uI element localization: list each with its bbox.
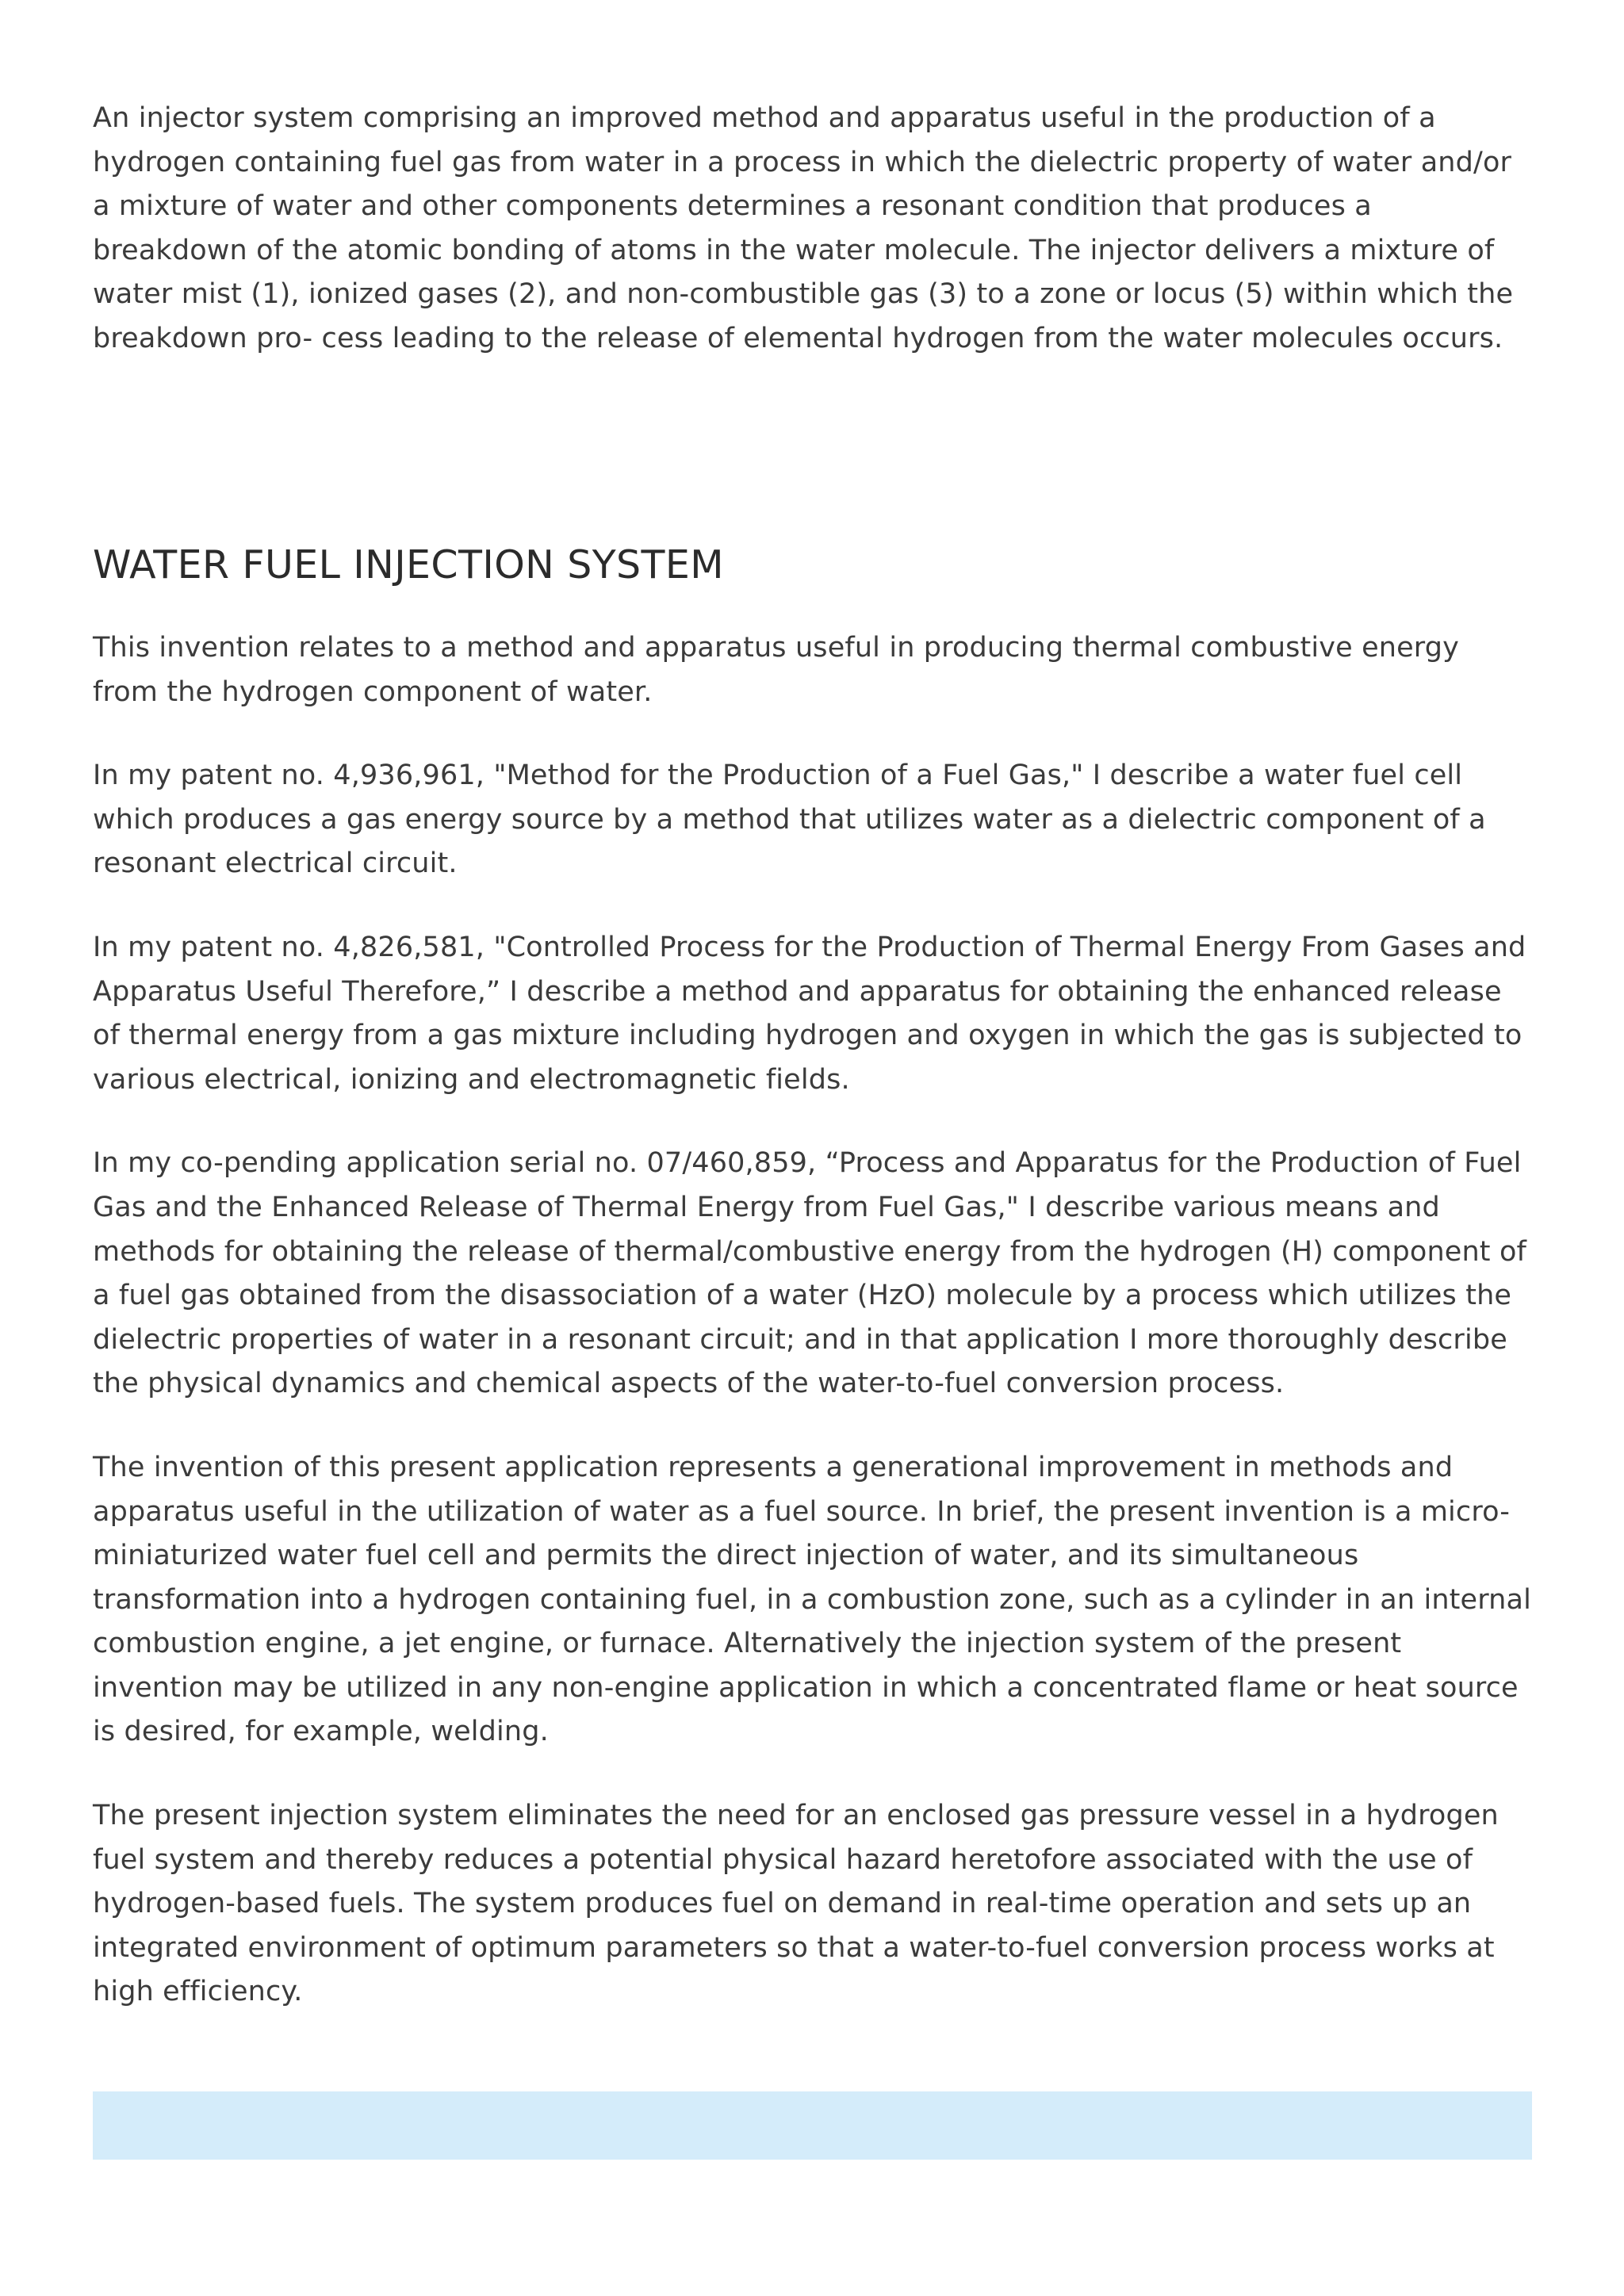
abstract-paragraph: An injector system comprising an improved method and apparatus useful in the production of a hydrogen containing fuel gas from water in a process in which the dielectric property of water and/or a mixture of water and other components determines a resonant condition that produces a breakdown of the atomic bonding of atoms in the water molecule. The injector delivers a mixture of water mist (1), ionized gases (2), and non-combustible gas (3) to a zone or locus (5) within which the breakdown pro- cess leading to the release of elemental hydrogen from the water molecules occurs. [93, 102, 1514, 354]
body-paragraph: The present injection system eliminates the need for an enclosed gas pressure vessel in a hydrogen fuel system and thereby reduces a potential physical hazard heretofore associated with the use of hydrogen-based fuels. The system produces fuel on demand in real-time operation and sets up an integrated environment of optimum parameters so that a water-to-fuel conversion process works at high efficiency. [93, 1800, 1499, 2008]
section-title: WATER FUEL INJECTION SYSTEM [93, 542, 724, 587]
body-paragraph: The invention of this present application represents a generational improvement in methods and apparatus useful in the utilization of water as a fuel source. In brief, the present invention is a micro-miniaturized water fuel cell and permits the direct injection of water, and its simultaneous transformation into a hydrogen containing fuel, in a combustion zone, such as a cylinder in an internal combustion engine, a jet engine, or furnace. Alternatively the injection system of the present invention may be utilized in any non-engine application in which a concentrated flame or heat source is desired, for example, welding. [93, 1451, 1531, 1748]
document-page [93, 97, 1532, 2008]
highlight-bar [93, 2091, 1532, 2160]
body-paragraph: In my patent no. 4,936,961, "Method for the Production of a Fuel Gas," I describe a water fuel cell which produces a gas energy source by a method that utilizes water as a dielectric component of a resonant electrical circuit. [93, 760, 1486, 880]
section-body [93, 626, 1532, 2054]
body-paragraph: In my co-pending application serial no. 07/460,859, “Process and Apparatus for the Production of Fuel Gas and the Enhanced Release of Thermal Energy from Fuel Gas," I describe various means and methods for obtaining the release of thermal/combustive energy from the hydrogen (H) component of a fuel gas obtained from the disassociation of a water (HzO) molecule by a process which utilizes the dielectric properties of water in a resonant circuit; and in that application I more thoroughly describe the physical dynamics and chemical aspects of the water-to-fuel conversion process. [93, 1147, 1526, 1400]
body-paragraph: This invention relates to a method and apparatus useful in producing thermal combustive energy from the hydrogen component of water. [93, 632, 1459, 708]
body-paragraph: In my patent no. 4,826,581, "Controlled Process for the Production of Thermal Energy From Gases and Apparatus Useful Therefore,” I describe a method and apparatus for obtaining the enhanced release of thermal energy from a gas mixture including hydrogen and oxygen in which the gas is subjected to various electrical, ionizing and electromagnetic fields. [93, 931, 1526, 1096]
